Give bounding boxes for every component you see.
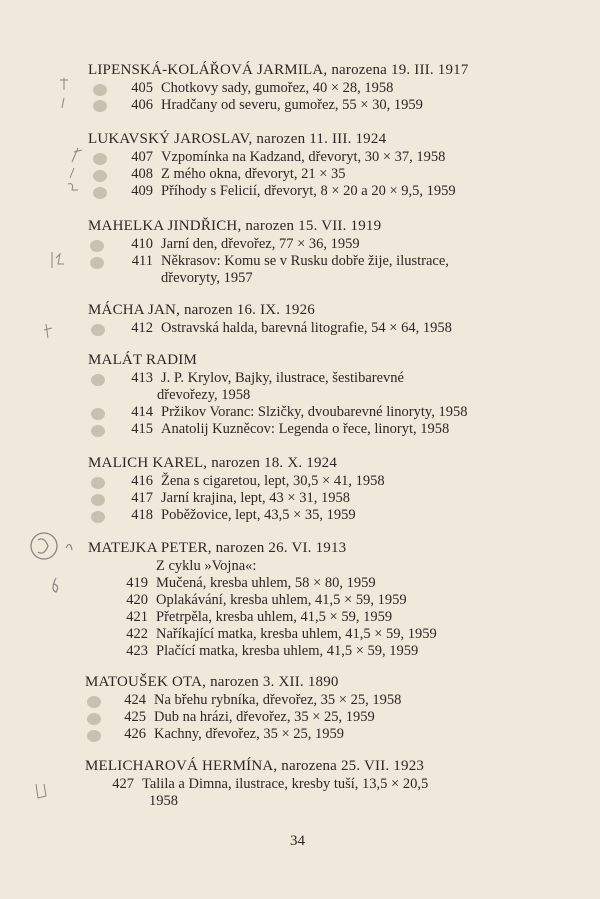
pencil-circle-mark [31,533,57,559]
entry-text: Žena s cigaretou, lept, 30,5 × 41, 1958 [161,473,385,489]
entry-continuation: 1958 [149,793,178,809]
entry-text: Jarní krajina, lept, 43 × 31, 1958 [161,490,350,506]
catalog-entry [103,404,553,421]
catalog-entry [96,709,546,726]
catalog-entry [103,149,553,166]
entry-text: Poběžovice, lept, 43,5 × 35, 1959 [161,507,356,523]
entry-number: 416 [131,473,153,489]
catalog-entry [103,507,553,524]
stamp-mark [93,84,107,96]
pencil-numeral [68,184,78,190]
stamp-mark [91,477,105,489]
pencil-circle-mark [38,539,48,553]
stamp-mark [90,240,104,252]
pencil-numeral [36,784,46,798]
artist-heading: MALÁT RADIM [88,352,198,368]
catalog-entry [103,490,553,507]
pencil-tick-mark [44,324,52,338]
entry-number: 407 [131,149,153,165]
stamp-mark [93,153,107,165]
page-number: 34 [290,833,305,849]
catalog-entry [96,726,546,743]
stamp-mark [91,408,105,420]
pencil-tick-mark [60,78,68,90]
entry-number: 424 [124,692,146,708]
stamp-mark [93,100,107,112]
entry-number: 417 [131,490,153,506]
artist-heading: LUKAVSKÝ JAROSLAV, narozen 11. III. 1924 [88,131,387,147]
entry-number: 415 [131,421,153,437]
catalog-entry [98,609,548,626]
catalog-entry [103,253,553,270]
entry-text: Jarní den, dřevořez, 77 × 36, 1959 [161,236,360,252]
entry-text: Kachny, dřevořez, 35 × 25, 1959 [154,726,345,742]
entry-text: Přetrpěla, kresba uhlem, 41,5 × 59, 1959 [156,609,393,625]
entry-text: Pržikov Voranc: Slzičky, dvoubarevné linoryty, 1958 [161,404,468,420]
entry-text: Naříkající matka, kresba uhlem, 41,5 × 59, 1959 [156,626,437,642]
entry-text: J. P. Krylov, Bajky, ilustrace, šestibarevné [161,370,404,386]
entry-number: 422 [126,626,148,642]
entry-number: 410 [131,236,153,252]
catalog-entry [103,80,553,97]
stamp-mark [91,494,105,506]
pencil-tick-mark [62,98,64,108]
artist-heading: MELICHAROVÁ HERMÍNA, narozena 25. VII. 1923 [85,758,425,774]
entry-number: 420 [126,592,148,608]
catalog-entry [103,370,553,387]
artist-heading: MÁCHA JAN, narozen 16. IX. 1926 [88,302,316,318]
entry-number: 425 [124,709,146,725]
catalog-entry [98,575,548,592]
entry-number: 408 [131,166,153,182]
entry-text: Chotkovy sady, gumořez, 40 × 28, 1958 [161,80,394,96]
entry-number: 427 [112,776,134,792]
stamp-mark [93,187,107,199]
entry-number: 419 [126,575,148,591]
entry-number: 423 [126,643,148,659]
entry-number: 414 [131,404,153,420]
entry-text: Anatolij Kuzněcov: Legenda o řece, linoryt, 1958 [161,421,450,437]
pencil-annotations [0,0,90,899]
artist-heading: MAHELKA JINDŘICH, narozen 15. VII. 1919 [88,218,382,234]
pencil-numeral [66,544,72,550]
entry-text: Vzpomínka na Kadzand, dřevoryt, 30 × 37, 1958 [161,149,446,165]
catalog-entry [103,421,553,438]
entry-number: 412 [131,320,153,336]
catalog-entry [98,643,548,660]
catalog-entry [103,236,553,253]
stamp-mark [91,511,105,523]
artist-heading: MATEJKA PETER, narozen 26. VI. 1913 [88,540,347,556]
stamp-mark [90,257,104,269]
catalog-entry [98,592,548,609]
entry-continuation: dřevoryty, 1957 [161,270,253,286]
pencil-tick-mark [72,148,82,162]
entry-text: Oplakávání, kresba uhlem, 41,5 × 59, 1959 [156,592,407,608]
catalog-entry [103,320,553,337]
artist-heading: LIPENSKÁ-KOLÁŘOVÁ JARMILA, narozena 19. III. 1917 [88,62,469,78]
pencil-tick-mark [70,168,74,178]
entry-text: Příhody s Felicií, dřevoryt, 8 × 20 a 20 × 9,5, 1959 [161,183,456,199]
entry-number: 406 [131,97,153,113]
catalog-entry [98,626,548,643]
entry-text: Mučená, kresba uhlem, 58 × 80, 1959 [156,575,376,591]
entry-number: 426 [124,726,146,742]
stamp-mark [91,425,105,437]
cycle-subtitle: Z cyklu »Vojna«: [156,558,257,574]
entry-text: Z mého okna, dřevoryt, 21 × 35 [161,166,346,182]
entry-number: 421 [126,609,148,625]
pencil-numeral [52,252,64,268]
pencil-numeral [53,578,58,592]
entry-text: Ostravská halda, barevná litografie, 54 × 64, 1958 [161,320,452,336]
entry-text: Na břehu rybníka, dřevořez, 35 × 25, 1958 [154,692,402,708]
entry-number: 418 [131,507,153,523]
entry-text: Talila a Dimna, ilustrace, kresby tuší, 13,5 × 20,5 [142,776,429,792]
catalog-entry [103,166,553,183]
entry-text: Dub na hrázi, dřevořez, 35 × 25, 1959 [154,709,375,725]
entry-number: 413 [131,370,153,386]
stamp-mark [93,170,107,182]
stamp-mark [91,324,105,336]
catalog-entry [84,776,534,793]
artist-heading: MALICH KAREL, narozen 18. X. 1924 [88,455,338,471]
catalog-entry [96,692,546,709]
catalog-entry [103,183,553,200]
entry-number: 405 [131,80,153,96]
entry-continuation: dřevořezy, 1958 [157,387,251,403]
entry-text: Hradčany od severu, gumořez, 55 × 30, 1959 [161,97,423,113]
entry-text: Někrasov: Komu se v Rusku dobře žije, ilustrace, [161,253,449,269]
catalog-entry [103,473,553,490]
artist-heading: MATOUŠEK OTA, narozen 3. XII. 1890 [85,674,339,690]
catalog-entry [103,97,553,114]
entry-text: Plačící matka, kresba uhlem, 41,5 × 59, 1959 [156,643,419,659]
entry-number: 411 [131,253,153,269]
stamp-mark [91,374,105,386]
entry-number: 409 [131,183,153,199]
